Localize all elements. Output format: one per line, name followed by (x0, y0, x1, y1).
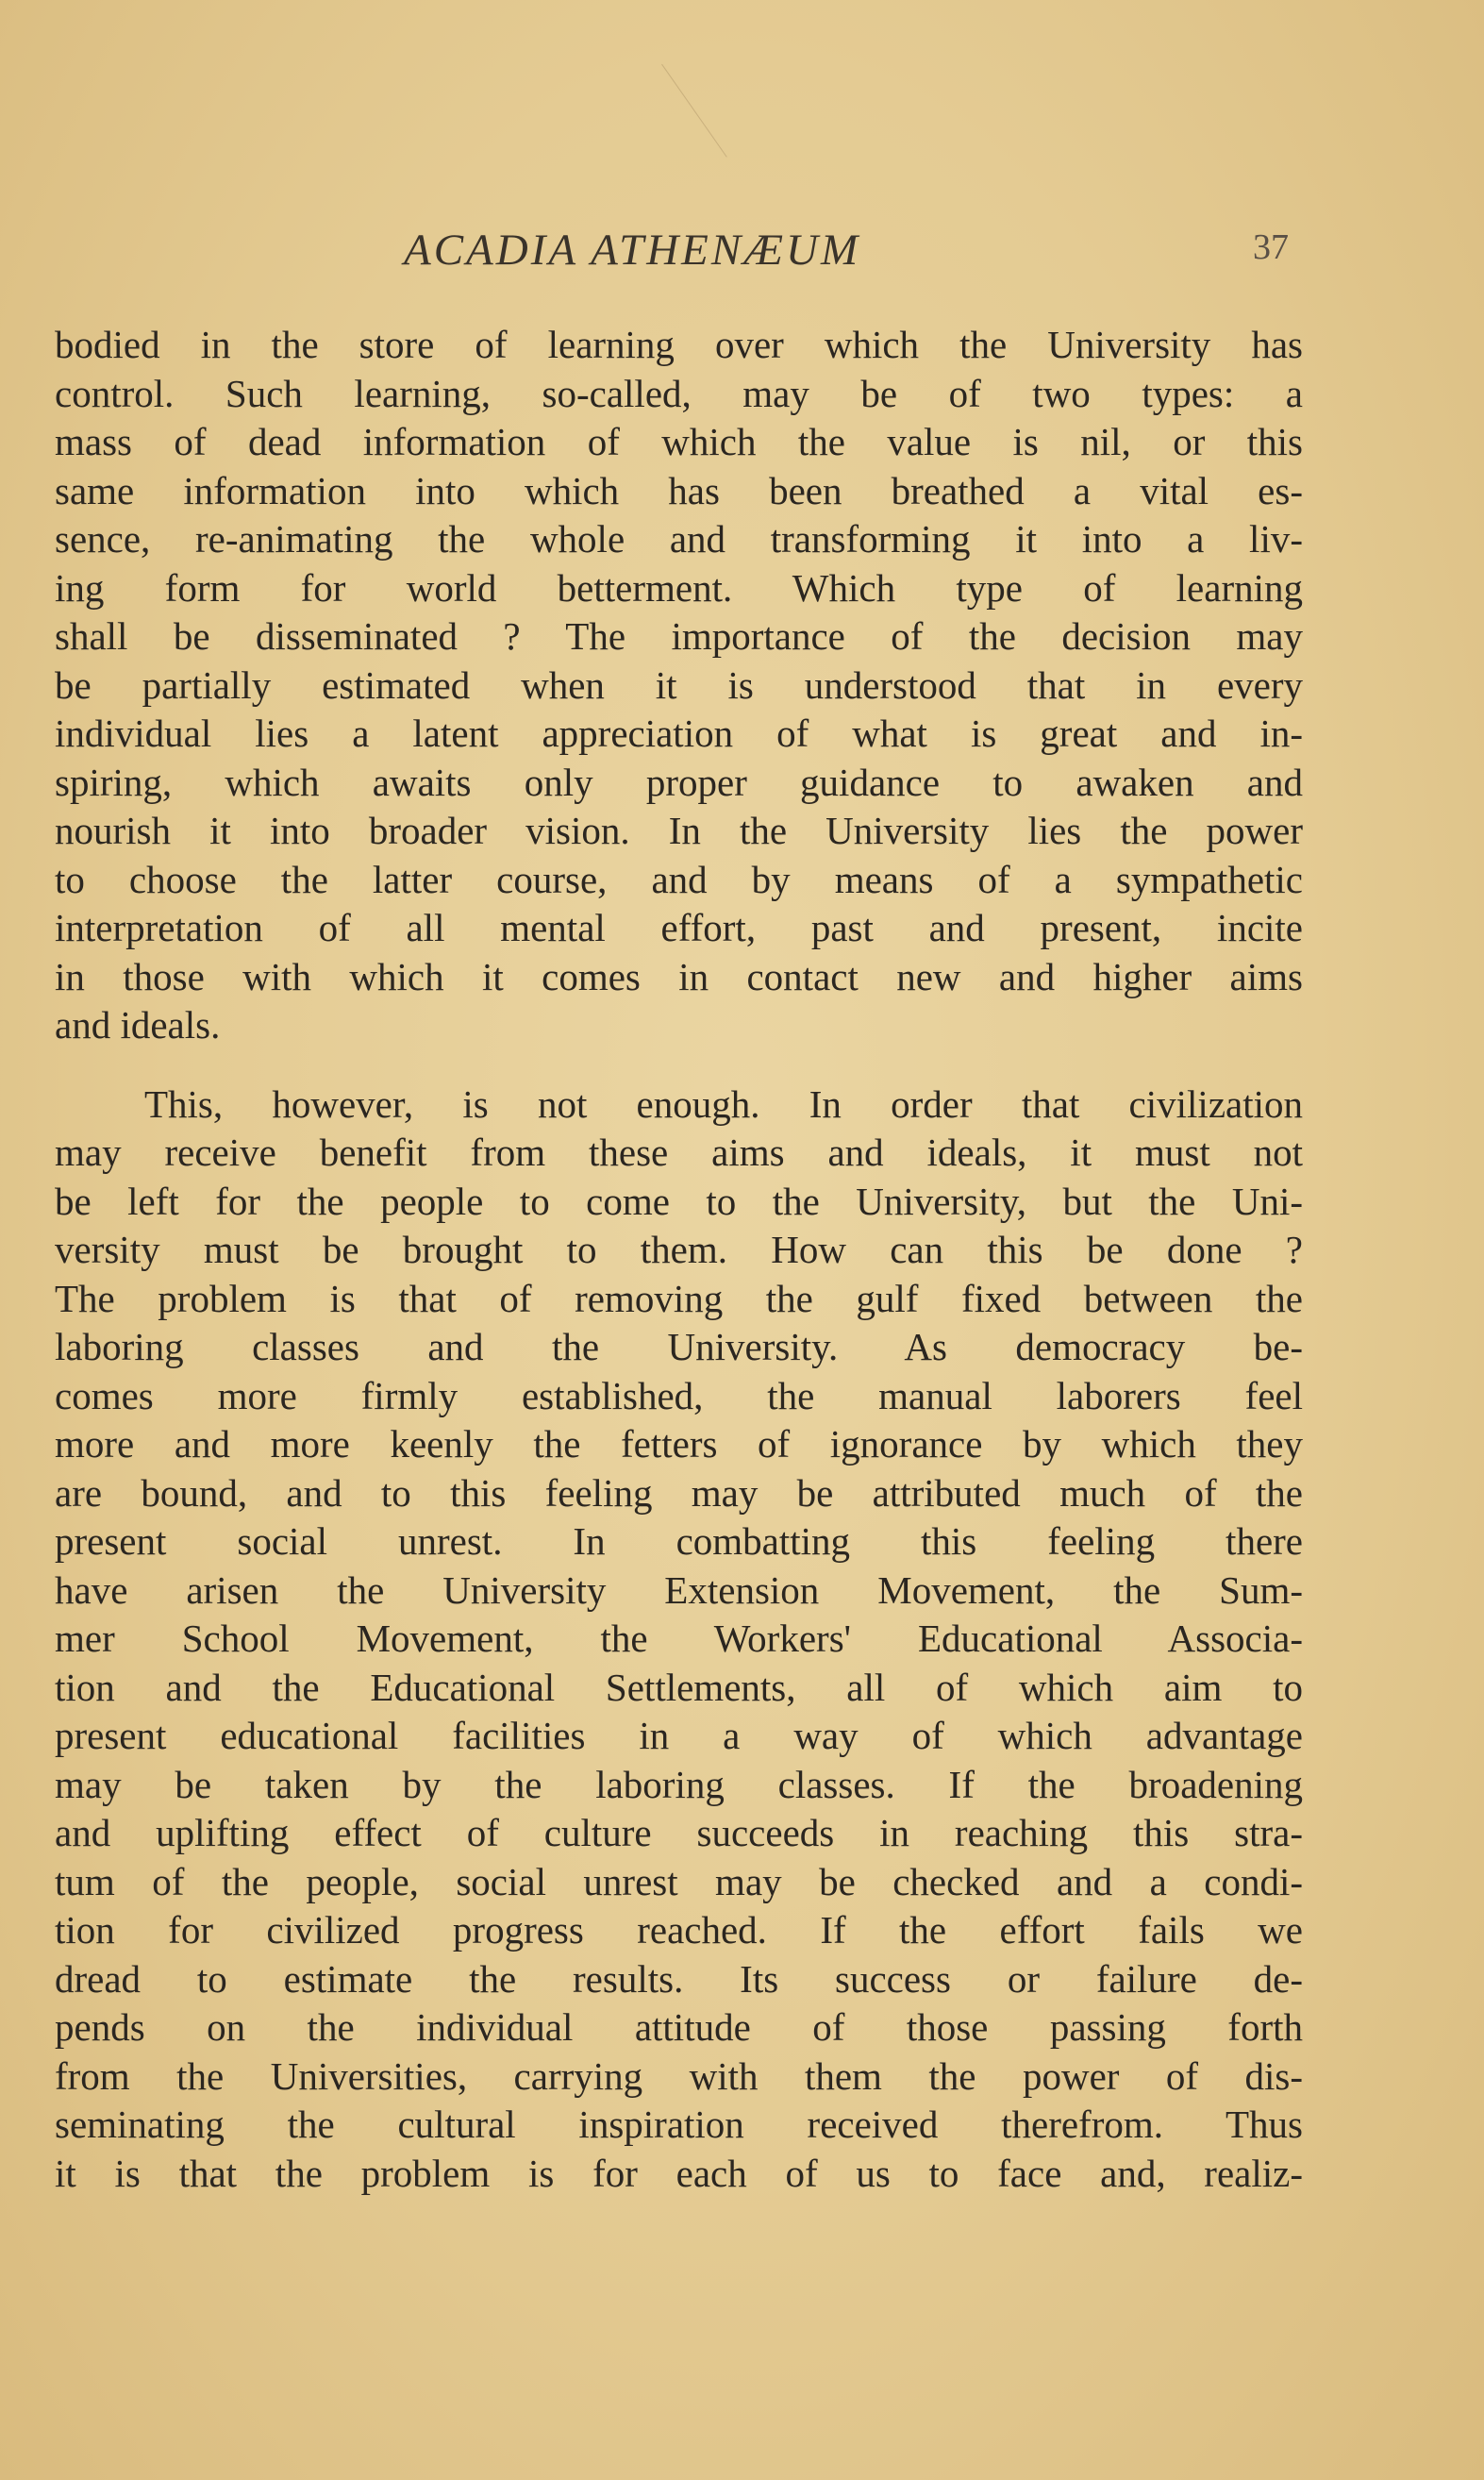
text-line: spiring, which awaits only proper guidance to awaken and (55, 760, 1303, 804)
text-line: it is that the problem is for each of us to face and, realiz- (55, 2151, 1303, 2195)
text-line: in those with which it comes in contact new and higher aims (55, 954, 1303, 998)
text-line: to choose the latter course, and by means of a sympathetic (55, 857, 1303, 901)
text-line: sence, re-animating the whole and transforming it into a liv- (55, 517, 1303, 561)
paragraph-this-however (55, 1081, 1303, 2199)
text-line: nourish it into broader vision. In the University lies the power (55, 809, 1303, 852)
text-line: comes more firmly established, the manual laborers feel (55, 1373, 1303, 1417)
text-line: individual lies a latent appreciation of what is great and in- (55, 712, 1303, 755)
text-line: tion for civilized progress reached. If the effort fails we (55, 1908, 1303, 1952)
text-line: tion and the Educational Settlements, all of which aim to (55, 1665, 1303, 1709)
text-line: be partially estimated when it is understood that in every (55, 662, 1303, 707)
article-body (55, 321, 1303, 2198)
text-line: The problem is that of removing the gulf fixed between the (55, 1276, 1303, 1320)
text-line: be left for the people to come to the University, but the Uni- (55, 1179, 1303, 1223)
text-line: from the Universities, carrying with them the power of dis- (55, 2053, 1303, 2098)
text-line: mass of dead information of which the value is nil, or this (55, 420, 1303, 463)
text-line: seminating the cultural inspiration received therefrom. Thus (55, 2103, 1303, 2146)
text-line: tum of the people, social unrest may be checked and a condi- (55, 1859, 1303, 1903)
text-line: versity must be brought to them. How can this be done ? (55, 1228, 1303, 1271)
text-line: and uplifting effect of culture succeeds in reaching this stra- (55, 1811, 1303, 1854)
text-line: mer School Movement, the Workers' Educational Associa- (55, 1617, 1303, 1660)
text-line: pends on the individual attitude of those passing forth (55, 2005, 1303, 2049)
text-line: This, however, is not enough. In order that civilization (144, 1081, 1303, 1126)
text-line: laboring classes and the University. As democracy be- (55, 1325, 1303, 1368)
page-number: 37 (1253, 227, 1289, 267)
text-line: may be taken by the laboring classes. If the broadening (55, 1762, 1303, 1806)
paper-crease-mark (661, 31, 774, 157)
text-line: present social unrest. In combatting this feeling there (55, 1519, 1303, 1563)
text-line: and ideals. (55, 1003, 221, 1047)
text-line: same information into which has been breathed a vital es- (55, 468, 1303, 512)
text-line: may receive benefit from these aims and ideals, it must not (55, 1131, 1303, 1174)
text-line: ing form for world betterment. Which type of learning (55, 565, 1303, 610)
text-line: shall be disseminated ? The importance of the decision may (55, 614, 1303, 658)
text-line: present educational facilities in a way of which advantage (55, 1714, 1303, 1757)
text-line: interpretation of all mental effort, past and present, incite (55, 906, 1303, 949)
text-line: are bound, and to this feeling may be attributed much of the (55, 1470, 1303, 1515)
journal-title: ACADIA ATHENÆUM (404, 226, 861, 275)
text-line: have arisen the University Extension Movement, the Sum- (55, 1567, 1303, 1612)
text-line: more and more keenly the fetters of ignorance by which they (55, 1422, 1303, 1466)
running-header (0, 225, 1484, 291)
text-line: dread to estimate the results. Its success or failure de- (55, 1956, 1303, 2001)
text-line: bodied in the store of learning over which the University has (55, 323, 1303, 366)
text-line: control. Such learning, so-called, may be of two types: a (55, 371, 1303, 415)
paragraph-continuation (55, 321, 1303, 1050)
